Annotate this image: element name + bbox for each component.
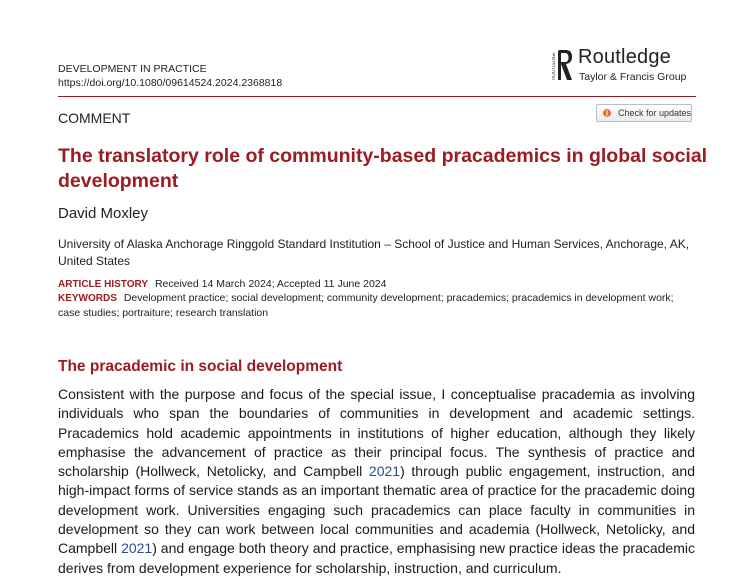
history-dates: Received 14 March 2024; Accepted 11 June 2024 <box>154 278 387 290</box>
body-paragraph <box>58 385 695 578</box>
article-type: COMMENT <box>58 110 131 126</box>
journal-name: DEVELOPMENT IN PRACTICE <box>58 63 207 75</box>
citation-link[interactable]: 2021 <box>368 463 401 480</box>
article-history <box>58 277 698 292</box>
article-keywords <box>58 291 698 320</box>
journal-header <box>58 62 282 90</box>
author-affiliation: University of Alaska Anchorage Ringgold Standard Institution – School of Justice and Human Services, Anchorage, AK, United States <box>58 237 690 268</box>
svg-text:ROUTLEDGE: ROUTLEDGE <box>552 52 557 80</box>
publisher-logo[interactable] <box>552 46 697 88</box>
doi-link[interactable]: https://doi.org/10.1080/09614524.2024.2368818 <box>58 77 283 89</box>
body-text-part: ) and engage both theory and practice, emphasising new practice ideas the pracademic derives from development experience for scholarship, instruction, and curriculum. <box>58 540 695 576</box>
publisher-group: Taylor & Francis Group <box>579 71 687 83</box>
article-title: The translatory role of community-based pracademics in global social development <box>58 145 708 192</box>
check-for-updates-button[interactable] <box>596 104 692 122</box>
body-text-part: ) through public engagement, instruction, and high-impact forms of service stands as an important thematic area of practice for the pracademic doing development work. Universities engaging such pracademics can place faculty in communities in development so they can work between local communities and academia (Hollweck, Netolicky, and Campbell <box>58 463 695 557</box>
check-updates-label: Check for updates <box>618 108 692 118</box>
history-label: ARTICLE HISTORY <box>58 279 149 290</box>
keywords-label: KEYWORDS <box>58 293 117 304</box>
author-name[interactable]: David Moxley <box>58 205 149 222</box>
check-updates-icon <box>602 108 612 118</box>
header-divider <box>58 96 696 97</box>
routledge-logo-icon <box>552 46 574 86</box>
citation-link[interactable]: 2021 <box>121 540 153 557</box>
publisher-name: Routledge <box>578 46 671 68</box>
section-heading: The pracademic in social development <box>58 358 343 375</box>
body-text-part: Consistent with the purpose and focus of the special issue, I conceptualise pracademia as involving individuals who span the boundaries of communities in development and academic settings. Pracademics hold academic appointments in institutions of higher education, although they likely emphasise the advancement of practice as their principal focus. The synthesis of practice and scholarship (Hollweck, Netolicky, and Campbell <box>58 386 695 480</box>
keywords-list: Development practice; social development; community development; pracademics; pracademics in development work; case studies; portraiture; research translation <box>58 292 674 319</box>
